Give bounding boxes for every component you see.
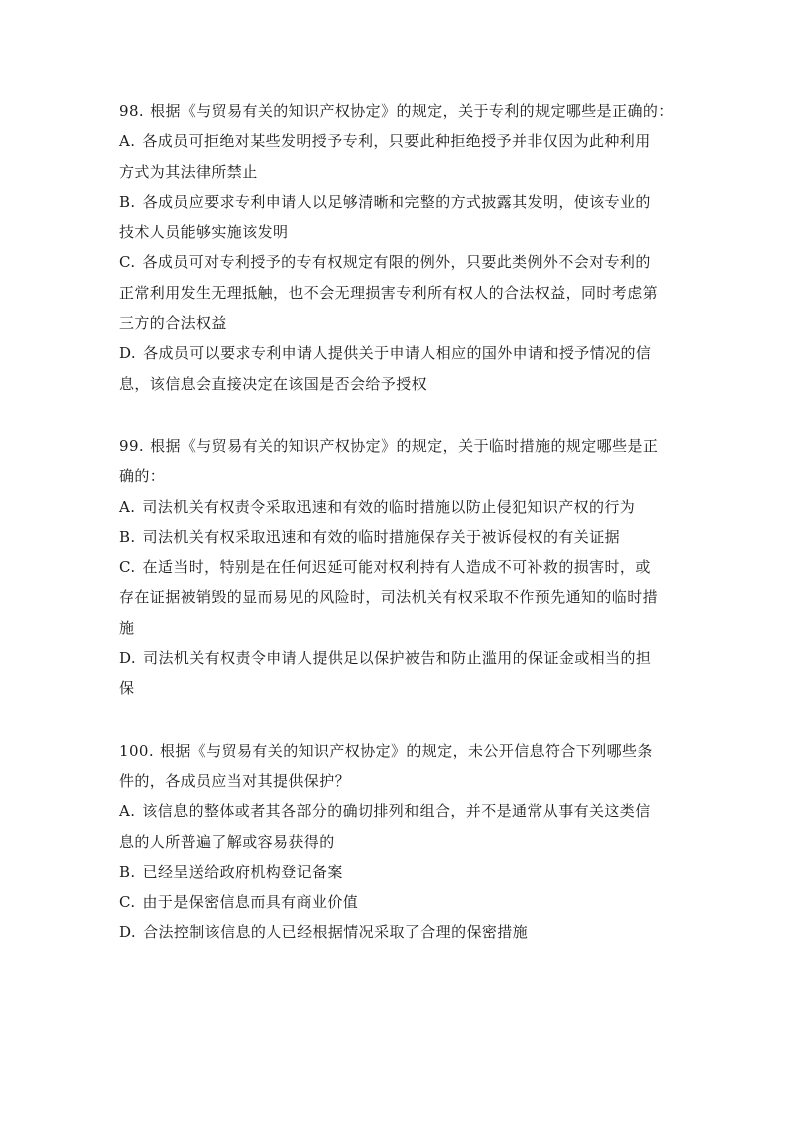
option-continuation: 正常利用发生无理抵触，也不会无理损害专利所有权人的合法权益，同时考虑第 (119, 283, 659, 302)
option-b: B. 各成员应要求专利申请人以足够清晰和完整的方式披露其发明，使该专业的 (119, 192, 651, 211)
question-stem-continuation: 件的，各成员应当对其提供保护？ (119, 771, 351, 790)
option-continuation: 息的人所普遍了解或容易获得的 (119, 832, 335, 851)
option-label: D. (119, 923, 137, 942)
question-number: 100. (119, 741, 154, 760)
option-d: D. 合法控制该信息的人已经根据情况采取了合理的保密措施 (119, 923, 529, 942)
option-continuation: 三方的合法权益 (119, 314, 227, 333)
option-continuation: 施 (119, 618, 135, 637)
option-label: D. (119, 649, 137, 668)
option-continuation: 方式为其法律所禁止 (119, 162, 258, 181)
option-continuation: 存在证据被销毁的显而易见的风险时，司法机关有权采取不作预先通知的临时措 (119, 588, 659, 607)
option-d: D. 各成员可以要求专利申请人提供关于申请人相应的国外申请和授予情况的信 (119, 344, 652, 363)
option-a: A. 该信息的整体或者其各部分的确切排列和组合，并不是通常从事有关这类信 (119, 802, 651, 821)
option-label: C. (119, 558, 136, 577)
question-stem: 99. 根据《与贸易有关的知识产权协定》的规定，关于临时措施的规定哪些是正 (119, 436, 659, 455)
option-label: D. (119, 344, 137, 363)
option-d: D. 司法机关有权责令申请人提供足以保护被告和防止滥用的保证金或相当的担 (119, 649, 652, 668)
question-number: 98. (119, 102, 145, 120)
option-b: B. 司法机关有权采取迅速和有效的临时措施保存关于被诉侵权的有关证据 (119, 527, 620, 546)
option-b: B. 已经呈送给政府机构登记备案 (119, 862, 343, 881)
question-98 (119, 96, 679, 399)
option-label: B. (119, 192, 136, 211)
option-label: B. (119, 862, 136, 881)
option-label: A. (119, 497, 136, 516)
question-99 (119, 431, 679, 704)
question-stem: 100. 根据《与贸易有关的知识产权协定》的规定，未公开信息符合下列哪些条 (119, 741, 653, 760)
option-c: C. 在适当时，特别是在任何迟延可能对权利持有人造成不可补救的损害时，或 (119, 558, 651, 577)
question-stem: 98. 根据《与贸易有关的知识产权协定》的规定，关于专利的规定哪些是正确的： (119, 102, 674, 120)
question-stem-continuation: 确的： (119, 467, 166, 486)
option-a: A. 各成员可拒绝对某些发明授予专利，只要此种拒绝授予并非仅因为此种利用 (119, 132, 651, 151)
document-page (119, 96, 679, 980)
option-c: C. 由于是保密信息而具有商业价值 (119, 893, 359, 912)
option-label: C. (119, 893, 136, 912)
option-label: A. (119, 802, 136, 821)
question-number: 99. (119, 436, 145, 455)
question-100 (119, 736, 679, 948)
option-a: A. 司法机关有权责令采取迅速和有效的临时措施以防止侵犯知识产权的行为 (119, 497, 636, 516)
option-continuation: 技术人员能够实施该发明 (119, 223, 289, 242)
option-label: B. (119, 527, 136, 546)
option-continuation: 保 (119, 679, 135, 698)
option-c: C. 各成员可对专利授予的专有权规定有限的例外，只要此类例外不会对专利的 (119, 253, 651, 272)
option-continuation: 息，该信息会直接决定在该国是否会给予授权 (119, 374, 428, 393)
option-label: A. (119, 132, 136, 151)
option-label: C. (119, 253, 136, 272)
